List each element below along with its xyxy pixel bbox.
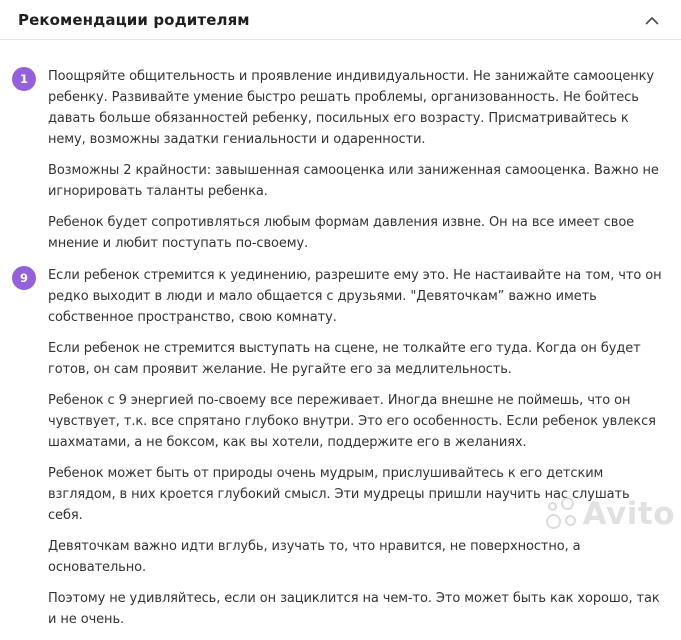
page-title: Рекомендации родителям (18, 11, 250, 29)
paragraph: Поэтому не удивляйтесь, если он зациклится на чем-то. Это может быть как хорошо, так и не очень. (48, 591, 660, 627)
recommendations-header (0, 0, 681, 40)
watermark-label: Avito (582, 496, 675, 532)
section-paragraphs (48, 66, 665, 264)
section-paragraphs (48, 265, 665, 640)
paragraph: Если ребенок стремится к уединению, разрешите ему это. Не настаивайте на том, что он редко выходит в люди и мало общается с друзьями. "Девяточкам” важно иметь собственное пространство, свою комнату. (48, 268, 662, 325)
paragraph: Поощряйте общительность и проявление индивидуальности. Не занижайте самооценку ребенку. Развивайте умение быстро решать проблемы, организованность. Не бойтесь давать больше обязанностей ребенку, посильных его возрасту. Присматривайтесь к нему, возможны задатки гениальности и одаренности. (48, 69, 654, 147)
paragraph: Ребенок будет сопротивляться любым формам давления извне. Он на все имеет свое мнение и любит поступать по-своему. (48, 215, 635, 251)
section-number-badge: 1 (12, 67, 36, 91)
section-energy-9 (12, 265, 665, 640)
section-energy-1 (12, 66, 665, 264)
section-number-badge: 9 (12, 266, 36, 290)
paragraph: Возможны 2 крайности: завышенная самооценка или заниженная самооценка. Важно не игнорировать таланты ребенка. (48, 163, 659, 199)
paragraph: Если ребенок не стремится выступать на сцене, не толкайте его туда. Когда он будет готов, он сам проявит желание. Не ругайте его за медлительность. (48, 341, 641, 377)
paragraph: Девяточкам важно идти вглубь, изучать то, что нравится, не поверхностно, а основательно. (48, 539, 581, 575)
paragraph: Ребенок с 9 энергией по-своему все переживает. Иногда внешне не поймешь, что он чувствует, т.к. все спрятано глубоко внутри. Это его особенность. Если ребенок увлекся шахматами, а не боксом, как вы хотели, поддержите его в желаниях. (48, 393, 656, 450)
collapse-section-button[interactable] (643, 14, 661, 27)
paragraph: Ребенок может быть от природы очень мудрым, прислушивайтесь к его детским взглядом, в них кроется глубокий смысл. Эти мудрецы пришли научить нас слушать себя. (48, 466, 630, 523)
chevron-up-icon (645, 16, 659, 25)
recommendations-content (0, 40, 681, 640)
